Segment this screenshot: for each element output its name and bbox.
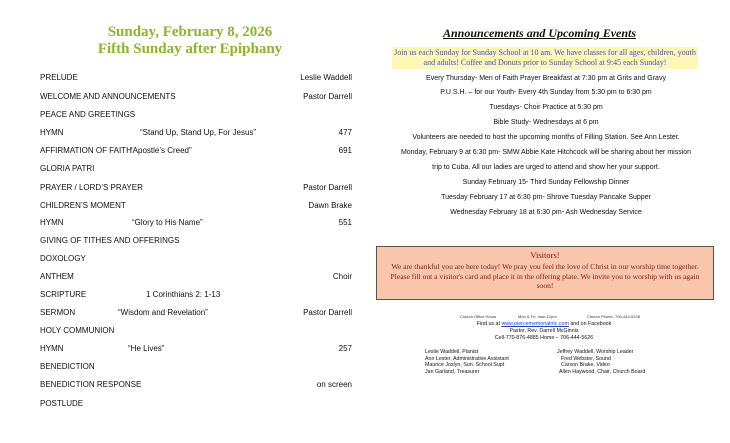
order-item — [40, 109, 352, 121]
order-item-leader: on screen — [316, 380, 352, 389]
staff-member: Fred Webster, Sound — [561, 355, 611, 362]
staff-member: Maurice Joslyn, Sun. School Supt — [425, 362, 505, 368]
order-item — [40, 200, 352, 212]
order-item-leader: Dawn Brake — [308, 201, 352, 210]
order-item — [40, 253, 352, 265]
announcements-title: Announcements and Upcoming Events — [443, 26, 637, 40]
order-item-title: “Apostle’s Creed” — [130, 146, 192, 155]
order-item — [40, 379, 352, 391]
order-item-label: SERMON — [40, 308, 76, 317]
staff-member: Leslie Waddell, Pianist — [425, 349, 479, 355]
visitors-message: We are thankful you are here today! We pray you feel the love of Christ in our worship time together. Please fill out a visitor's card and place it in the offering plate. We invite you to worship with us again soon! — [390, 262, 700, 290]
event-item: trip to Cuba. All our ladies are urged to attend and show her your support. — [432, 164, 660, 171]
order-item — [40, 289, 352, 301]
event-item: Tuesday February 17 at 6:30 pm- Shrove Tuesday Pancake Supper — [441, 194, 651, 201]
order-item-label: HOLY COMMUNION — [40, 326, 115, 335]
order-item-label: PRAYER / LORD’S PRAYER — [40, 183, 143, 192]
order-item-label: BENEDICTION RESPONSE — [40, 380, 142, 389]
order-item — [40, 271, 352, 283]
staff-list-left — [425, 349, 509, 375]
order-item-label: CHILDREN’S MOMENT — [40, 201, 126, 210]
order-item — [40, 72, 352, 84]
order-item-label: PRELUDE — [40, 73, 78, 82]
website-prefix: Find us at — [476, 321, 500, 327]
order-item — [40, 163, 352, 175]
service-date-title: Sunday, February 8, 2026 — [107, 24, 273, 40]
order-item-leader: Pastor Darrell — [303, 183, 352, 192]
event-item: Sunday February 15- Third Sunday Fellowship Dinner — [462, 179, 630, 186]
order-item — [40, 235, 352, 247]
staff-member: Carson Brake, Video — [561, 362, 610, 368]
order-item-label: GIVING OF TITHES AND OFFERINGS — [40, 236, 180, 245]
order-item-number: 257 — [338, 344, 352, 353]
order-item-label: GLORIA PATRI — [40, 164, 95, 173]
event-item: Tuesdays- Choir Practice at 5:30 pm — [489, 104, 603, 111]
order-item-label: ANTHEM — [40, 272, 74, 281]
website-line — [376, 321, 712, 328]
order-item-reading: 1 Corinthians 2: 1-13 — [146, 290, 221, 299]
order-item-title: “Wisdom and Revelation” — [118, 308, 208, 317]
visitors-box — [376, 246, 714, 300]
staff-member: Ann Lester, Administrative Assistant — [425, 355, 509, 362]
order-item-label: PEACE AND GREETINGS — [40, 110, 136, 119]
event-item: Every Thursday- Men of Faith Prayer Breakfast at 7:30 pm at Grits and Gravy — [426, 75, 666, 82]
church-phone: Church Phone- 706-444-5108 — [587, 314, 640, 319]
order-item-leader: Choir — [332, 272, 352, 281]
event-item: Wednesday February 18 at 6:30 pm- Ash Wednesday Service — [450, 209, 642, 216]
order-item-leader: Pastor Darrell — [303, 92, 352, 101]
order-item — [40, 325, 352, 337]
order-item-number: 691 — [338, 146, 352, 155]
order-item-title: “Glory to His Name” — [132, 218, 203, 227]
pastor-name: Pastor, Rev. Darrell McGinnis — [509, 328, 579, 334]
order-item — [40, 307, 352, 319]
order-item — [40, 127, 352, 139]
staff-member: Jeffrey Waddell, Worship Leader — [557, 349, 634, 355]
order-item-label: SCRIPTURE — [40, 290, 87, 299]
order-item — [40, 217, 352, 229]
order-item-label: HYMN — [40, 128, 64, 137]
order-item — [40, 343, 352, 355]
order-item-leader: Pastor Darrell — [303, 308, 352, 317]
order-item — [40, 145, 352, 157]
service-subtitle: Fifth Sunday after Epiphany — [97, 41, 283, 57]
staff-member: Allen Haywood, Chair, Church Board — [559, 368, 646, 375]
order-item-label: DOXOLOGY — [40, 254, 86, 263]
order-item-label: POSTLUDE — [40, 399, 84, 408]
staff-list-right — [557, 349, 645, 375]
order-item — [40, 361, 352, 373]
order-item-label: HYMN — [40, 218, 64, 227]
order-item-leader: Leslie Waddell — [300, 73, 352, 82]
event-item: P.U.S.H. – for our Youth- Every 4th Sunday from 5:30 pm to 6:30 pm — [440, 89, 652, 96]
sunday-school-notice: Join us each Sunday for Sunday School at 10 am. We have classes for all ages, children, youth and adults! Coffee and Donuts prior to Sunday School at 9:45 each Sunday! — [392, 47, 698, 69]
order-item — [40, 182, 352, 194]
order-item-label: BENEDICTION — [40, 362, 95, 371]
visitors-heading: Visitors! — [530, 250, 560, 260]
order-item-title: “Stand Up, Stand Up, For Jesus” — [140, 128, 257, 137]
order-item-title: “He Lives” — [128, 344, 165, 353]
order-item — [40, 398, 352, 410]
website-suffix: and on Facebook — [570, 321, 612, 327]
order-item-number: 477 — [338, 128, 352, 137]
office-hours: Mon & Fri, 9am-12pm — [518, 314, 557, 319]
order-item — [40, 91, 352, 103]
staff-member: Jan Garland, Treasurer — [425, 368, 480, 375]
office-hours-label: Church Office Hours — [460, 314, 497, 319]
order-item-label: WELCOME AND ANNOUNCEMENTS — [40, 92, 176, 101]
order-item-label: HYMN — [40, 344, 64, 353]
event-item: Monday, February 9 at 6:30 pm- SMW Abbie Kate Hitchcock will be sharing about her mission — [400, 149, 692, 156]
event-item: Bible Study- Wednesdays at 6 pm — [493, 119, 599, 126]
event-item: Volunteers are needed to host the upcoming months of Filling Station. See Ann Lester. — [412, 134, 680, 141]
pastor-phones: Cell-770-876-4885 Home – 706-444-5626 — [494, 335, 594, 341]
order-item-number: 551 — [338, 218, 352, 227]
website-link[interactable]: www.piercememorialmc.com — [501, 321, 569, 327]
order-item-label: AFFIRMATION OF FAITH — [40, 146, 132, 155]
